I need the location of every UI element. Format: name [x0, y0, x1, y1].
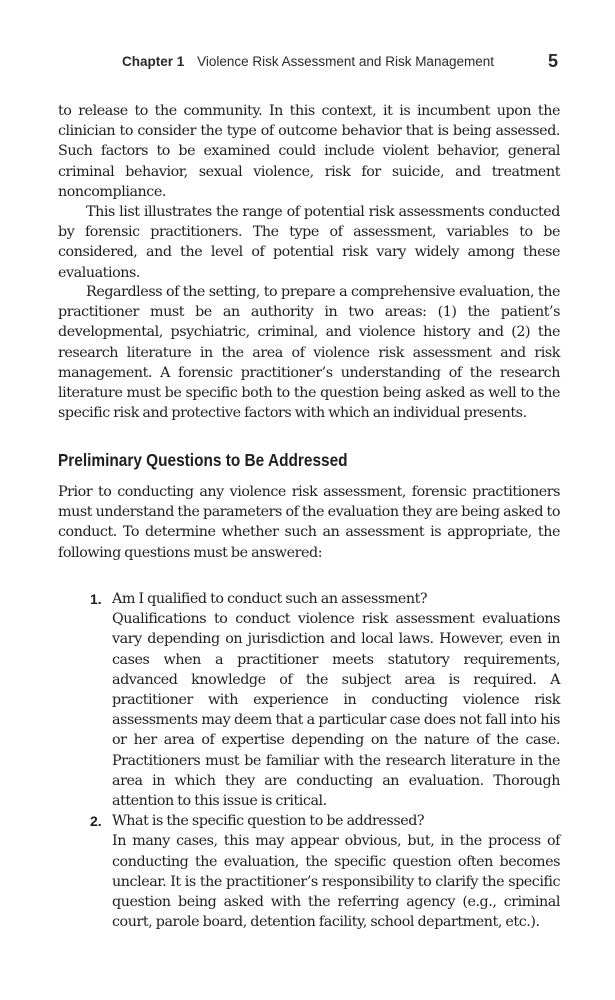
- body-paragraph-2: [58, 202, 560, 283]
- answer-text: Qualifications to conduct violence risk assessment evaluations vary depending on jurisdiction and local laws. However, even in cases when a practitioner meets statutory requirements, advanced knowledge of the subject area is required. A practitioner with experience in conducting violence risk assessments may deem that a particular case does not fall into his or her area of expertise depending on the nature of the case. Practitioners must be familiar with the research literature in the area in which they are conducting an evaluation. Thorough attention to this issue is critical.: [112, 611, 560, 810]
- section-heading: Preliminary Questions to Be Addressed: [58, 450, 348, 470]
- page-number: 5: [547, 51, 558, 71]
- paragraph-text: Regardless of the setting, to prepare a comprehensive evaluation, the practitioner must be an authority in two areas: (1) the patient’s developmental, psychiatric, criminal, and violence history and (2) the research literature in the area of violence risk assessment and risk management. A forensic practitioner’s understanding of the research literature must be specific both to the question being asked as well to the specific risk and protective factors with which an individual presents.: [58, 284, 560, 422]
- body-paragraph-1: [58, 101, 560, 202]
- question-text: What is the specific question to be addressed?: [112, 813, 425, 830]
- chapter-label: Chapter 1: [122, 54, 185, 69]
- answer-text: In many cases, this may appear obvious, but, in the process of conducting the evaluation, the specific question often becomes unclear. It is the practitioner’s responsibility to clarify the specific question being asked with the referring agency (e.g., criminal court, parole board, detention facility, school department, etc.).: [112, 833, 560, 931]
- list-number: 2.: [90, 813, 102, 830]
- paragraph-text: This list illustrates the range of potential risk assessments conducted by forensic practitioners. The type of assessment, variables to be considered, and the level of potential risk vary widely among these evaluations.: [58, 204, 560, 281]
- list-number: 1.: [90, 591, 102, 607]
- question-text: Am I qualified to conduct such an assessment?: [112, 591, 428, 607]
- body-paragraph-3: [58, 282, 560, 423]
- chapter-title: Violence Risk Assessment and Risk Management: [197, 54, 494, 69]
- paragraph-text: to release to the community. In this context, it is incumbent upon the clinician to consider the type of outcome behavior that is being assessed. Such factors to be examined could include violent behavior, general criminal behavior, sexual violence, risk for suicide, and treatment noncompliance.: [58, 103, 560, 200]
- paragraph-text: Prior to conducting any violence risk assessment, forensic practitioners must understand the parameters of the evaluation they are being asked to conduct. To determine whether such an assessment is appropriate, the following questions must be answered:: [58, 484, 560, 561]
- chapter-info: [122, 54, 494, 69]
- section-intro: [58, 482, 560, 563]
- question-list: [58, 589, 560, 932]
- list-item: [58, 589, 560, 811]
- running-header: [0, 51, 615, 77]
- list-item: [58, 811, 560, 932]
